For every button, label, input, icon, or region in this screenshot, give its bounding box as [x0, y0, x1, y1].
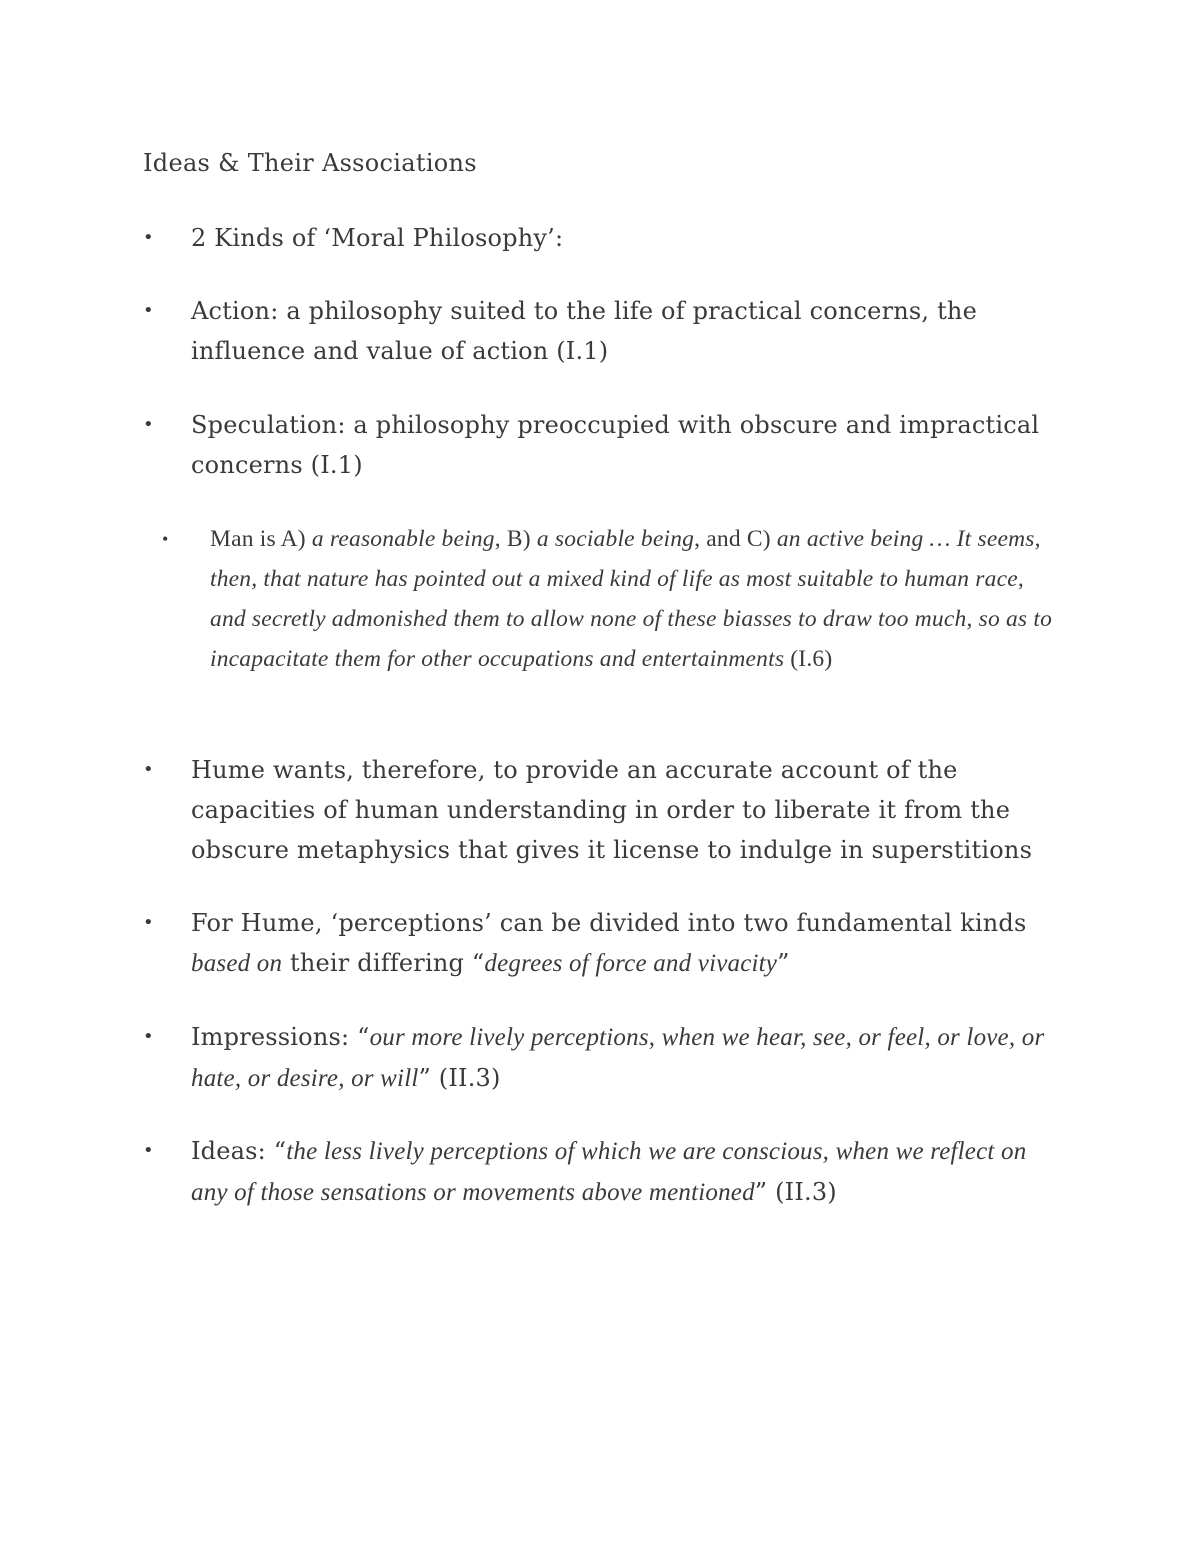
text-run: For Hume, ‘perceptions’ can be divided into two fundamental kinds [191, 909, 1027, 937]
list-item [143, 1017, 1063, 1099]
bullet-icon: • [143, 300, 154, 321]
list-item-text [191, 1131, 1063, 1213]
text-run: ” [777, 949, 790, 977]
italic-run: a reasonable being [311, 526, 495, 552]
list-item [143, 750, 1063, 870]
list-item [143, 1131, 1063, 1213]
italic-run: the less lively perceptions of which we are conscious, when we reflect on any of those sensations or movements above mentioned [191, 1138, 1027, 1206]
list-item [143, 405, 1063, 485]
list-item [143, 218, 1063, 258]
text-run: (I.6) [784, 646, 833, 672]
page-title: Ideas & Their Associations [143, 149, 477, 177]
list-item-text [191, 903, 1063, 984]
list-item-text [191, 1017, 1063, 1099]
text-run: , and C) [694, 526, 777, 552]
bullet-icon: • [143, 414, 154, 435]
italic-run: an active being … It seems, then, that nature has pointed out a mixed kind of life as most suitable to human race, and secretly admonished them to allow none of these biasses to draw too much, so as to incapacitate them for other occupations and entertainments [210, 526, 1053, 672]
italic-run: based on [191, 950, 283, 977]
list-item-text: Speculation: a philosophy preoccupied with obscure and impractical concerns (I.1) [191, 411, 1040, 479]
bullet-icon: • [143, 1140, 154, 1161]
text-run: their differing “ [282, 949, 485, 977]
bullet-icon: • [143, 759, 154, 780]
list-item-text: 2 Kinds of ‘Moral Philosophy’: [191, 224, 564, 252]
bullet-icon: • [143, 1026, 154, 1047]
text-run: , B) [494, 526, 537, 552]
bullet-icon: • [143, 912, 154, 933]
list-item-text: Hume wants, therefore, to provide an accurate account of the capacities of human understanding in order to liberate it from the obscure metaphysics that gives it license to indulge in superstitions [191, 756, 1033, 864]
text-run: Man is A) [210, 526, 312, 552]
text-run: Ideas: “ [191, 1137, 287, 1165]
list-item-text: Action: a philosophy suited to the life of practical concerns, the influence and value of action (I.1) [191, 297, 977, 365]
italic-run: our more lively perceptions, when we hear, see, or feel, or love, or hate, or desire, or will [191, 1024, 1045, 1092]
bullet-icon: • [162, 529, 169, 549]
text-run: ” (II.3) [754, 1178, 837, 1206]
bullet-icon: • [143, 227, 154, 248]
list-item [143, 291, 1063, 371]
list-item [143, 903, 1063, 984]
italic-run: degrees of force and vivacity [484, 950, 778, 977]
italic-run: a sociable being [536, 526, 695, 552]
text-run: Impressions: “ [191, 1023, 370, 1051]
text-run: ” (II.3) [418, 1064, 501, 1092]
sub-list-item [162, 519, 1062, 679]
list-item-text [210, 519, 1062, 679]
